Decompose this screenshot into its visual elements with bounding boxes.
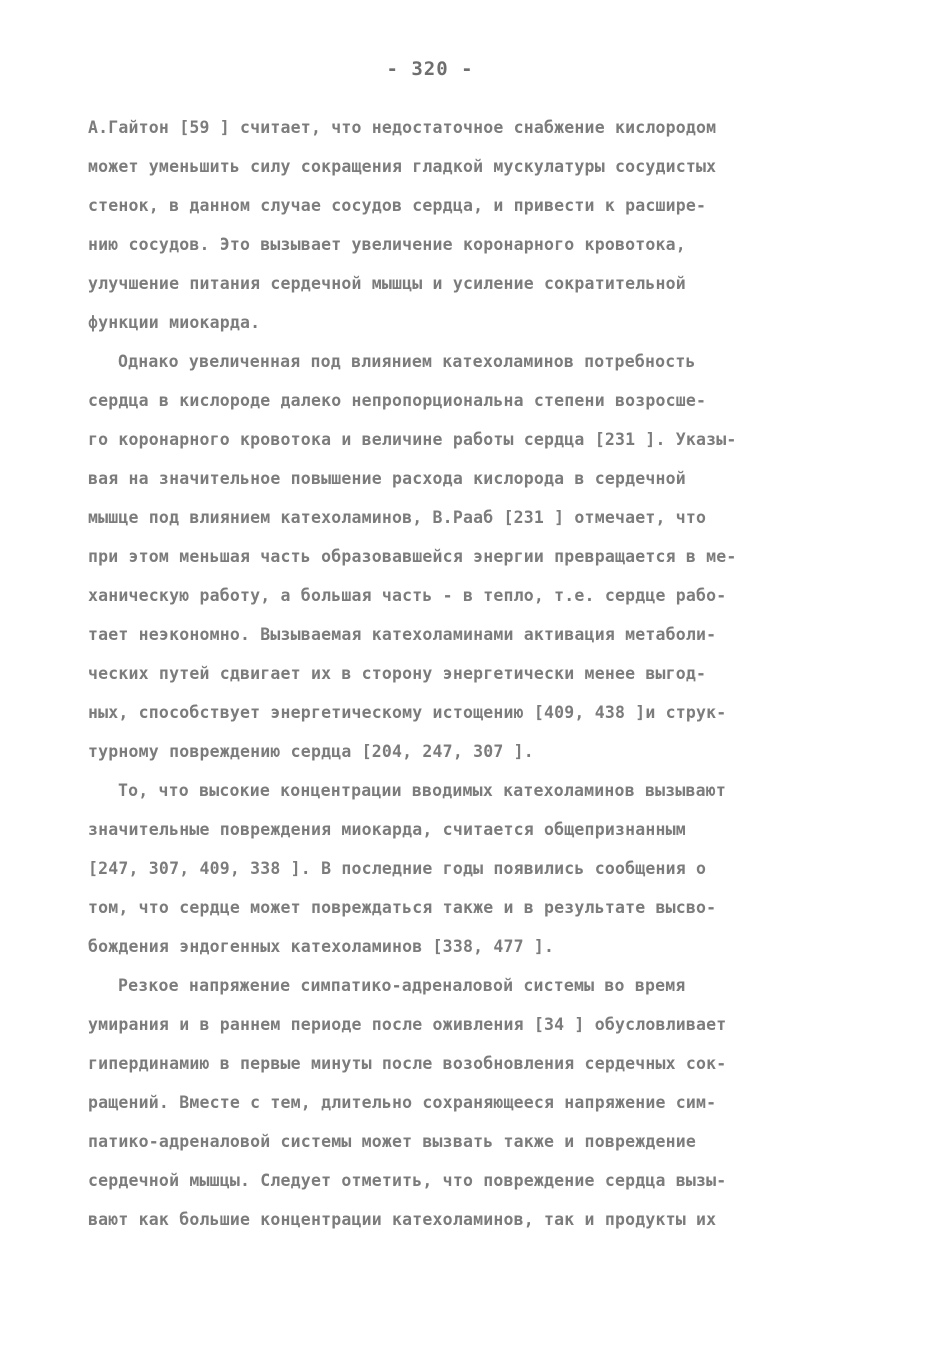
text-line: А.Гайтон [59 ] считает, что недостаточное снабжение кислородом <box>88 118 717 137</box>
text-line: нию сосудов. Это вызывает увеличение коронарного кровотока, <box>88 235 686 254</box>
text-line: вая на значительное повышение расхода кислорода в сердечной <box>88 469 686 488</box>
text-line: ческих путей сдвигает их в сторону энергетически менее выгод- <box>88 664 707 683</box>
text-line: вают как большие концентрации катехоламинов, так и продукты их <box>88 1210 717 1229</box>
text-line: патико-адреналовой системы может вызвать также и повреждение <box>88 1132 697 1151</box>
text-line: бождения эндогенных катехоламинов [338, 477 ]. <box>88 937 555 956</box>
text-line: может уменьшить силу сокращения гладкой мускулатуры сосудистых <box>88 157 717 176</box>
page-number: - 320 - <box>386 58 474 80</box>
text-line: гипердинамию в первые минуты после возобновления сердечных сок- <box>88 1054 727 1073</box>
text-line: [247, 307, 409, 338 ]. В последние годы появились сообщения о <box>88 859 707 878</box>
text-line: ных, способствует энергетическому истощению [409, 438 ]и струк- <box>88 703 727 722</box>
text-line: стенок, в данном случае сосудов сердца, и привести к расшире- <box>88 196 707 215</box>
text-line: Резкое напряжение симпатико-адреналовой системы во время <box>118 976 686 995</box>
text-line: значительные повреждения миокарда, считается общепризнанным <box>88 820 686 839</box>
text-line: То, что высокие концентрации вводимых катехоламинов вызывают <box>118 781 727 800</box>
text-line: сердца в кислороде далеко непропорциональна степени возросше- <box>88 391 707 410</box>
text-line: том, что сердце может повреждаться также и в результате высво- <box>88 898 717 917</box>
text-line: улучшение питания сердечной мышцы и усиление сократительной <box>88 274 686 293</box>
text-line: ханическую работу, а большая часть - в тепло, т.е. сердце рабо- <box>88 586 727 605</box>
text-line: турному повреждению сердца [204, 247, 307 ]. <box>88 742 534 761</box>
text-line: функции миокарда. <box>88 313 261 332</box>
text-line: при этом меньшая часть образовавшейся энергии превращается в ме- <box>88 547 737 566</box>
text-line: мышце под влиянием катехоламинов, В.Рааб [231 ] отмечает, что <box>88 508 707 527</box>
text-line: умирания и в раннем периоде после оживления [34 ] обусловливает <box>88 1015 727 1034</box>
text-line: ращений. Вместе с тем, длительно сохраняющееся напряжение сим- <box>88 1093 717 1112</box>
text-line: Однако увеличенная под влиянием катехоламинов потребность <box>118 352 696 371</box>
text-line: сердечной мышцы. Следует отметить, что повреждение сердца вызы- <box>88 1171 727 1190</box>
text-line: го коронарного кровотока и величине работы сердца [231 ]. Указы- <box>88 430 737 449</box>
body-text <box>88 108 848 1239</box>
text-line: тает неэкономно. Вызываемая катехоламинами активация метаболи- <box>88 625 717 644</box>
